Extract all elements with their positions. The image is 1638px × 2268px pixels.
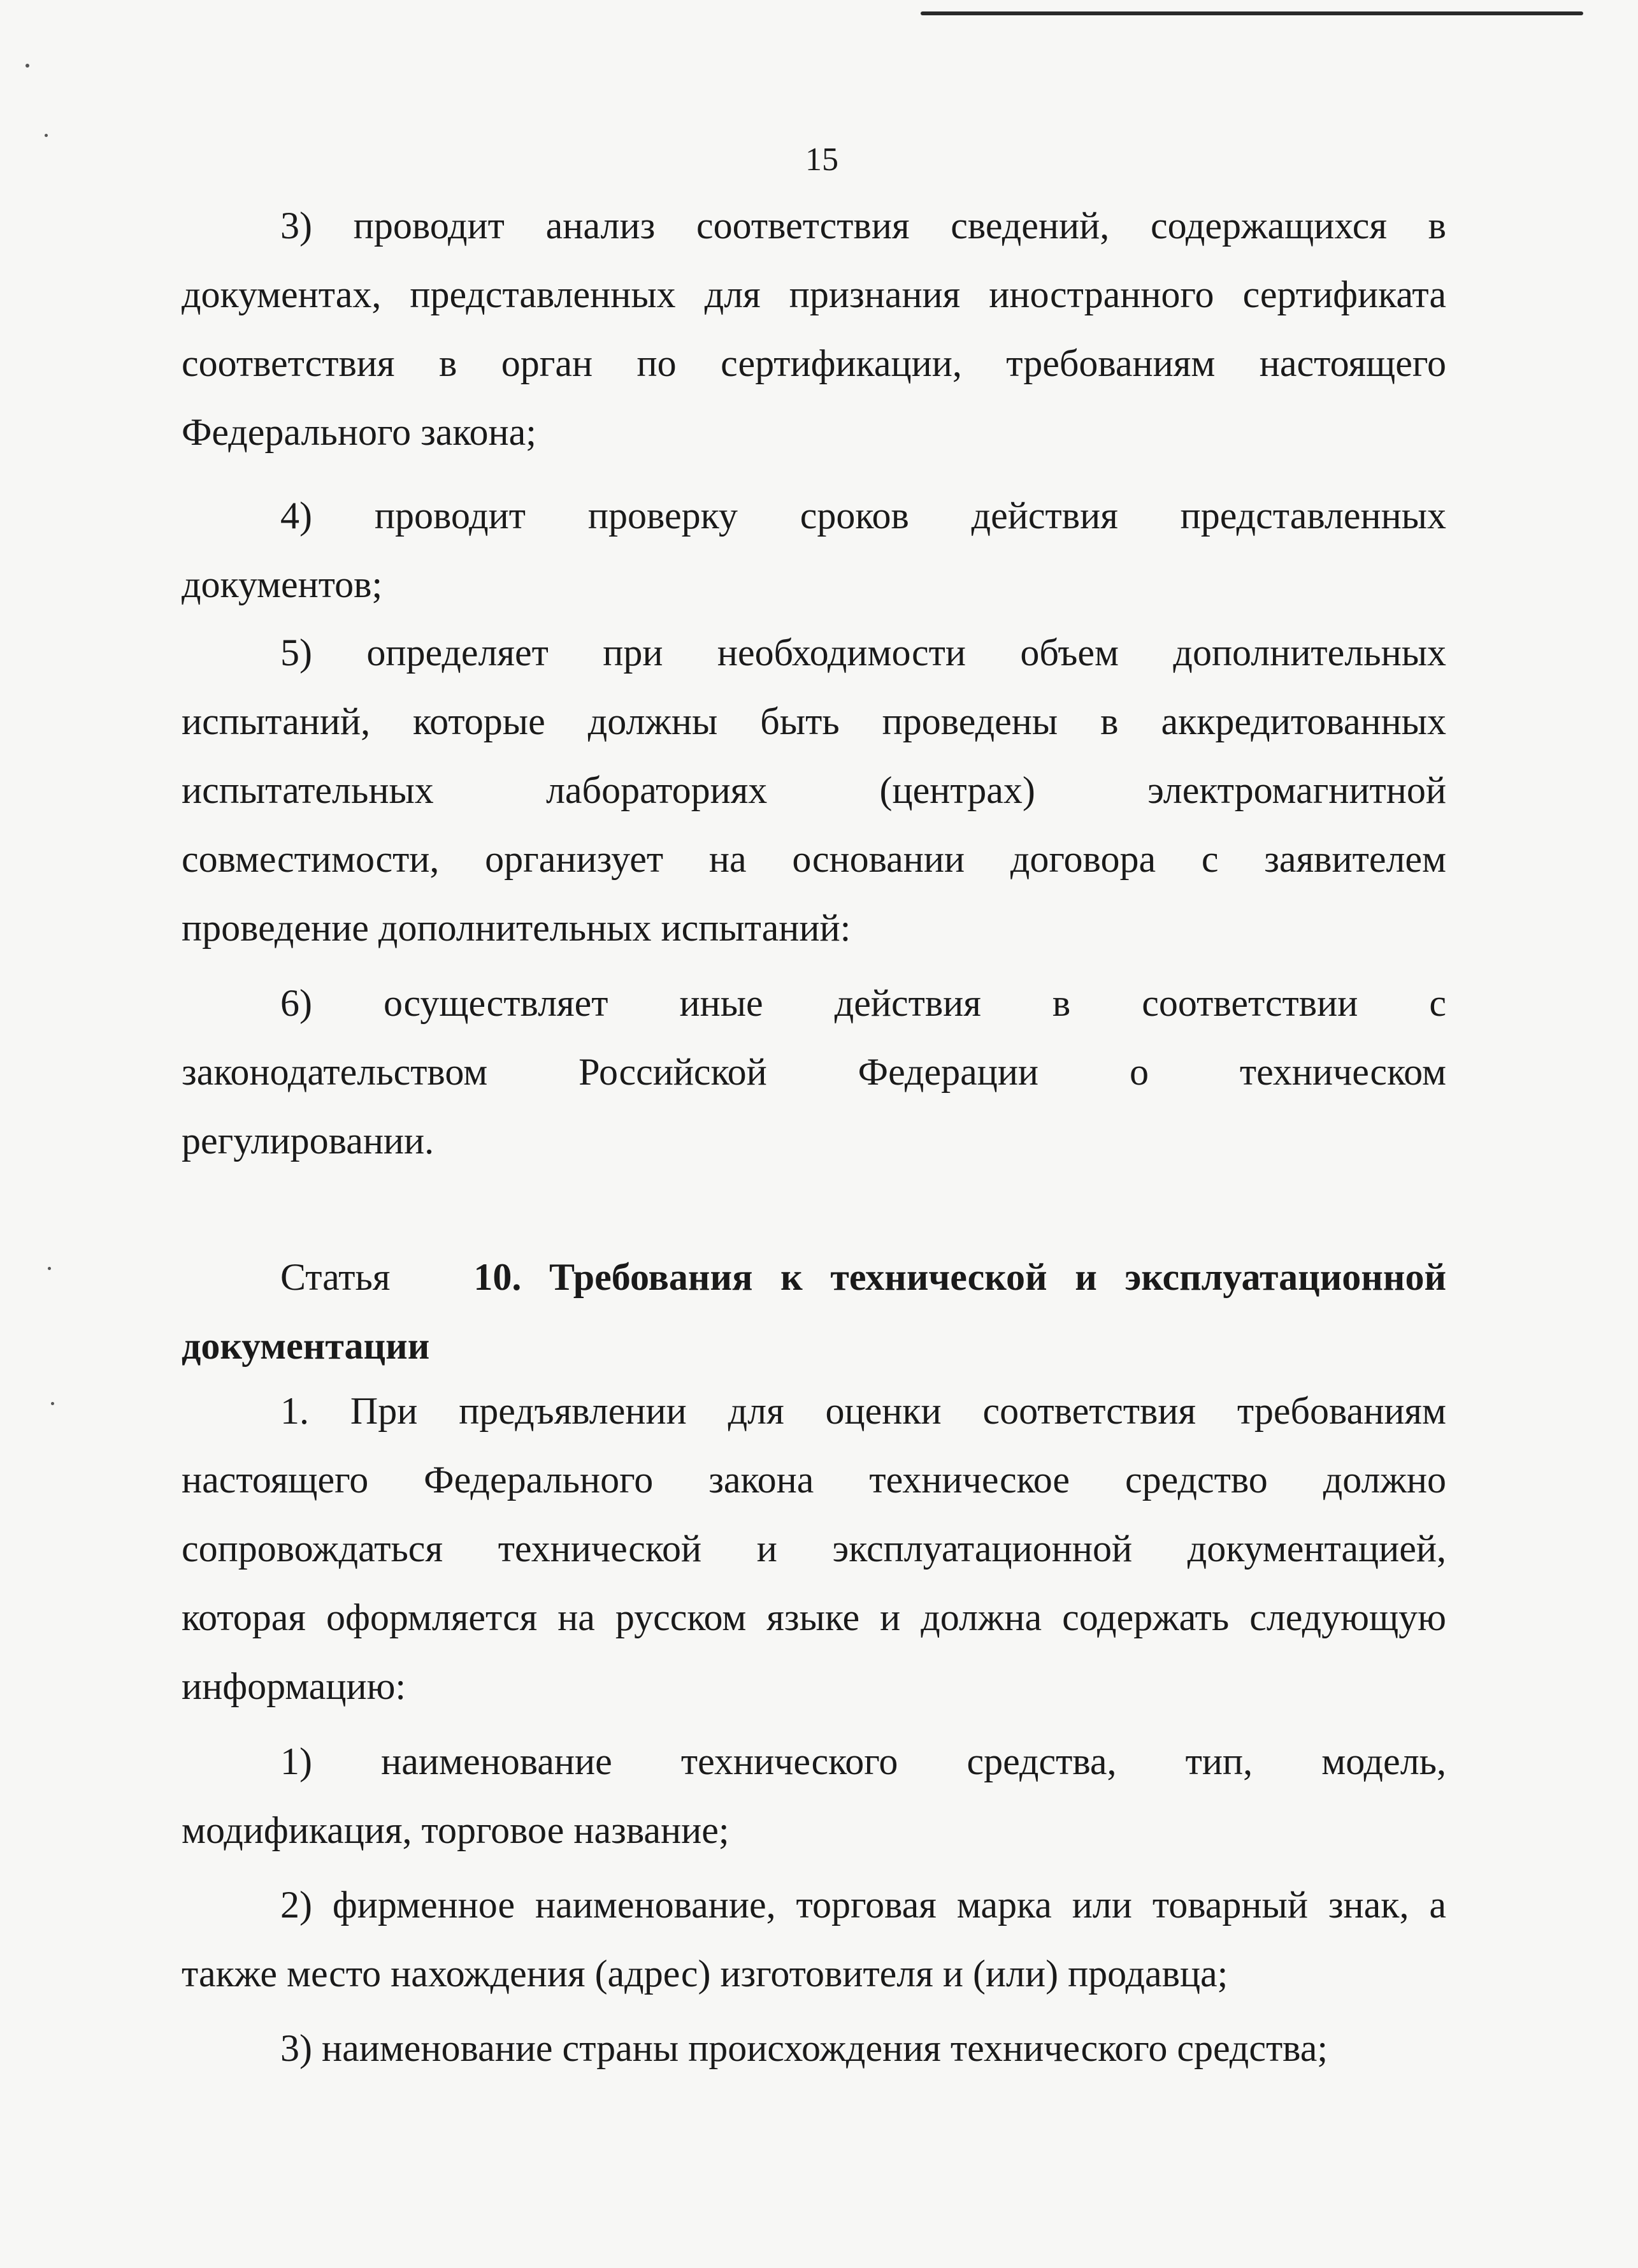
article-heading-line [182, 1243, 1446, 1311]
article-title-line1: Требования к технической и эксплуатационной [549, 1256, 1447, 1298]
text-line: информацию: [182, 1665, 406, 1707]
text-line: 5) определяет при необходимости объем дополнительных [280, 632, 1446, 674]
text-line: модификация, торговое название; [182, 1809, 729, 1851]
text-line: испытаний, которые должны быть проведены в аккредитованных [182, 700, 1446, 742]
text-line: законодательством Российской Федерации о техническом [182, 1051, 1446, 1093]
article-heading-line [182, 1311, 1446, 1380]
article-heading [182, 1243, 1446, 1380]
scan-speck [48, 1267, 51, 1270]
text-line: испытательных лабораториях (центрах) электромагнитной [182, 769, 1446, 811]
text-line: 2) фирменное наименование, торговая марка или товарный знак, а [280, 1884, 1446, 1926]
text-line: проведение дополнительных испытаний: [182, 907, 851, 949]
article-clause-1 [182, 1376, 1446, 1721]
article-subitem-2 [182, 1870, 1446, 2008]
text-line: 1. При предъявлении для оценки соответствия требованиям [280, 1390, 1446, 1432]
text-line: 4) проводит проверку сроков действия представленных [280, 495, 1446, 537]
text-line: 3) проводит анализ соответствия сведений, содержащихся в [280, 205, 1446, 247]
text-line: также место нахождения (адрес) изготовителя и (или) продавца; [182, 1953, 1228, 1995]
list-item-3 [182, 191, 1446, 466]
text-line: 6) осуществляет иные действия в соответствии с [280, 982, 1446, 1024]
text-line: 3) наименование страны происхождения технического средства; [280, 2027, 1328, 2069]
text-line: сопровождаться технической и эксплуатационной документацией, [182, 1528, 1446, 1570]
article-prefix: Статья [280, 1256, 391, 1298]
text-line: которая оформляется на русском языке и должна содержать следующую [182, 1596, 1446, 1638]
list-item-4 [182, 481, 1446, 619]
article-subitem-1 [182, 1727, 1446, 1865]
scan-border-line [921, 11, 1583, 15]
scan-speck [25, 64, 29, 68]
scan-speck [45, 134, 48, 137]
article-number: 10. [473, 1256, 522, 1298]
article-subitem-3 [182, 2014, 1446, 2083]
list-item-5 [182, 618, 1446, 962]
text-line: Федерального закона; [182, 411, 536, 453]
scan-speck [51, 1402, 54, 1405]
article-title-line2: документации [182, 1325, 430, 1367]
text-line: регулировании. [182, 1120, 435, 1162]
text-line: документов; [182, 563, 383, 605]
text-line: настоящего Федерального закона техническое средство должно [182, 1459, 1446, 1501]
text-line: совместимости, организует на основании договора с заявителем [182, 838, 1446, 880]
text-line: соответствия в орган по сертификации, требованиям настоящего [182, 342, 1446, 384]
list-item-6 [182, 969, 1446, 1175]
page-number: 15 [805, 141, 838, 178]
text-line: документах, представленных для признания иностранного сертификата [182, 273, 1446, 315]
text-line: 1) наименование технического средства, тип, модель, [280, 1740, 1446, 1782]
